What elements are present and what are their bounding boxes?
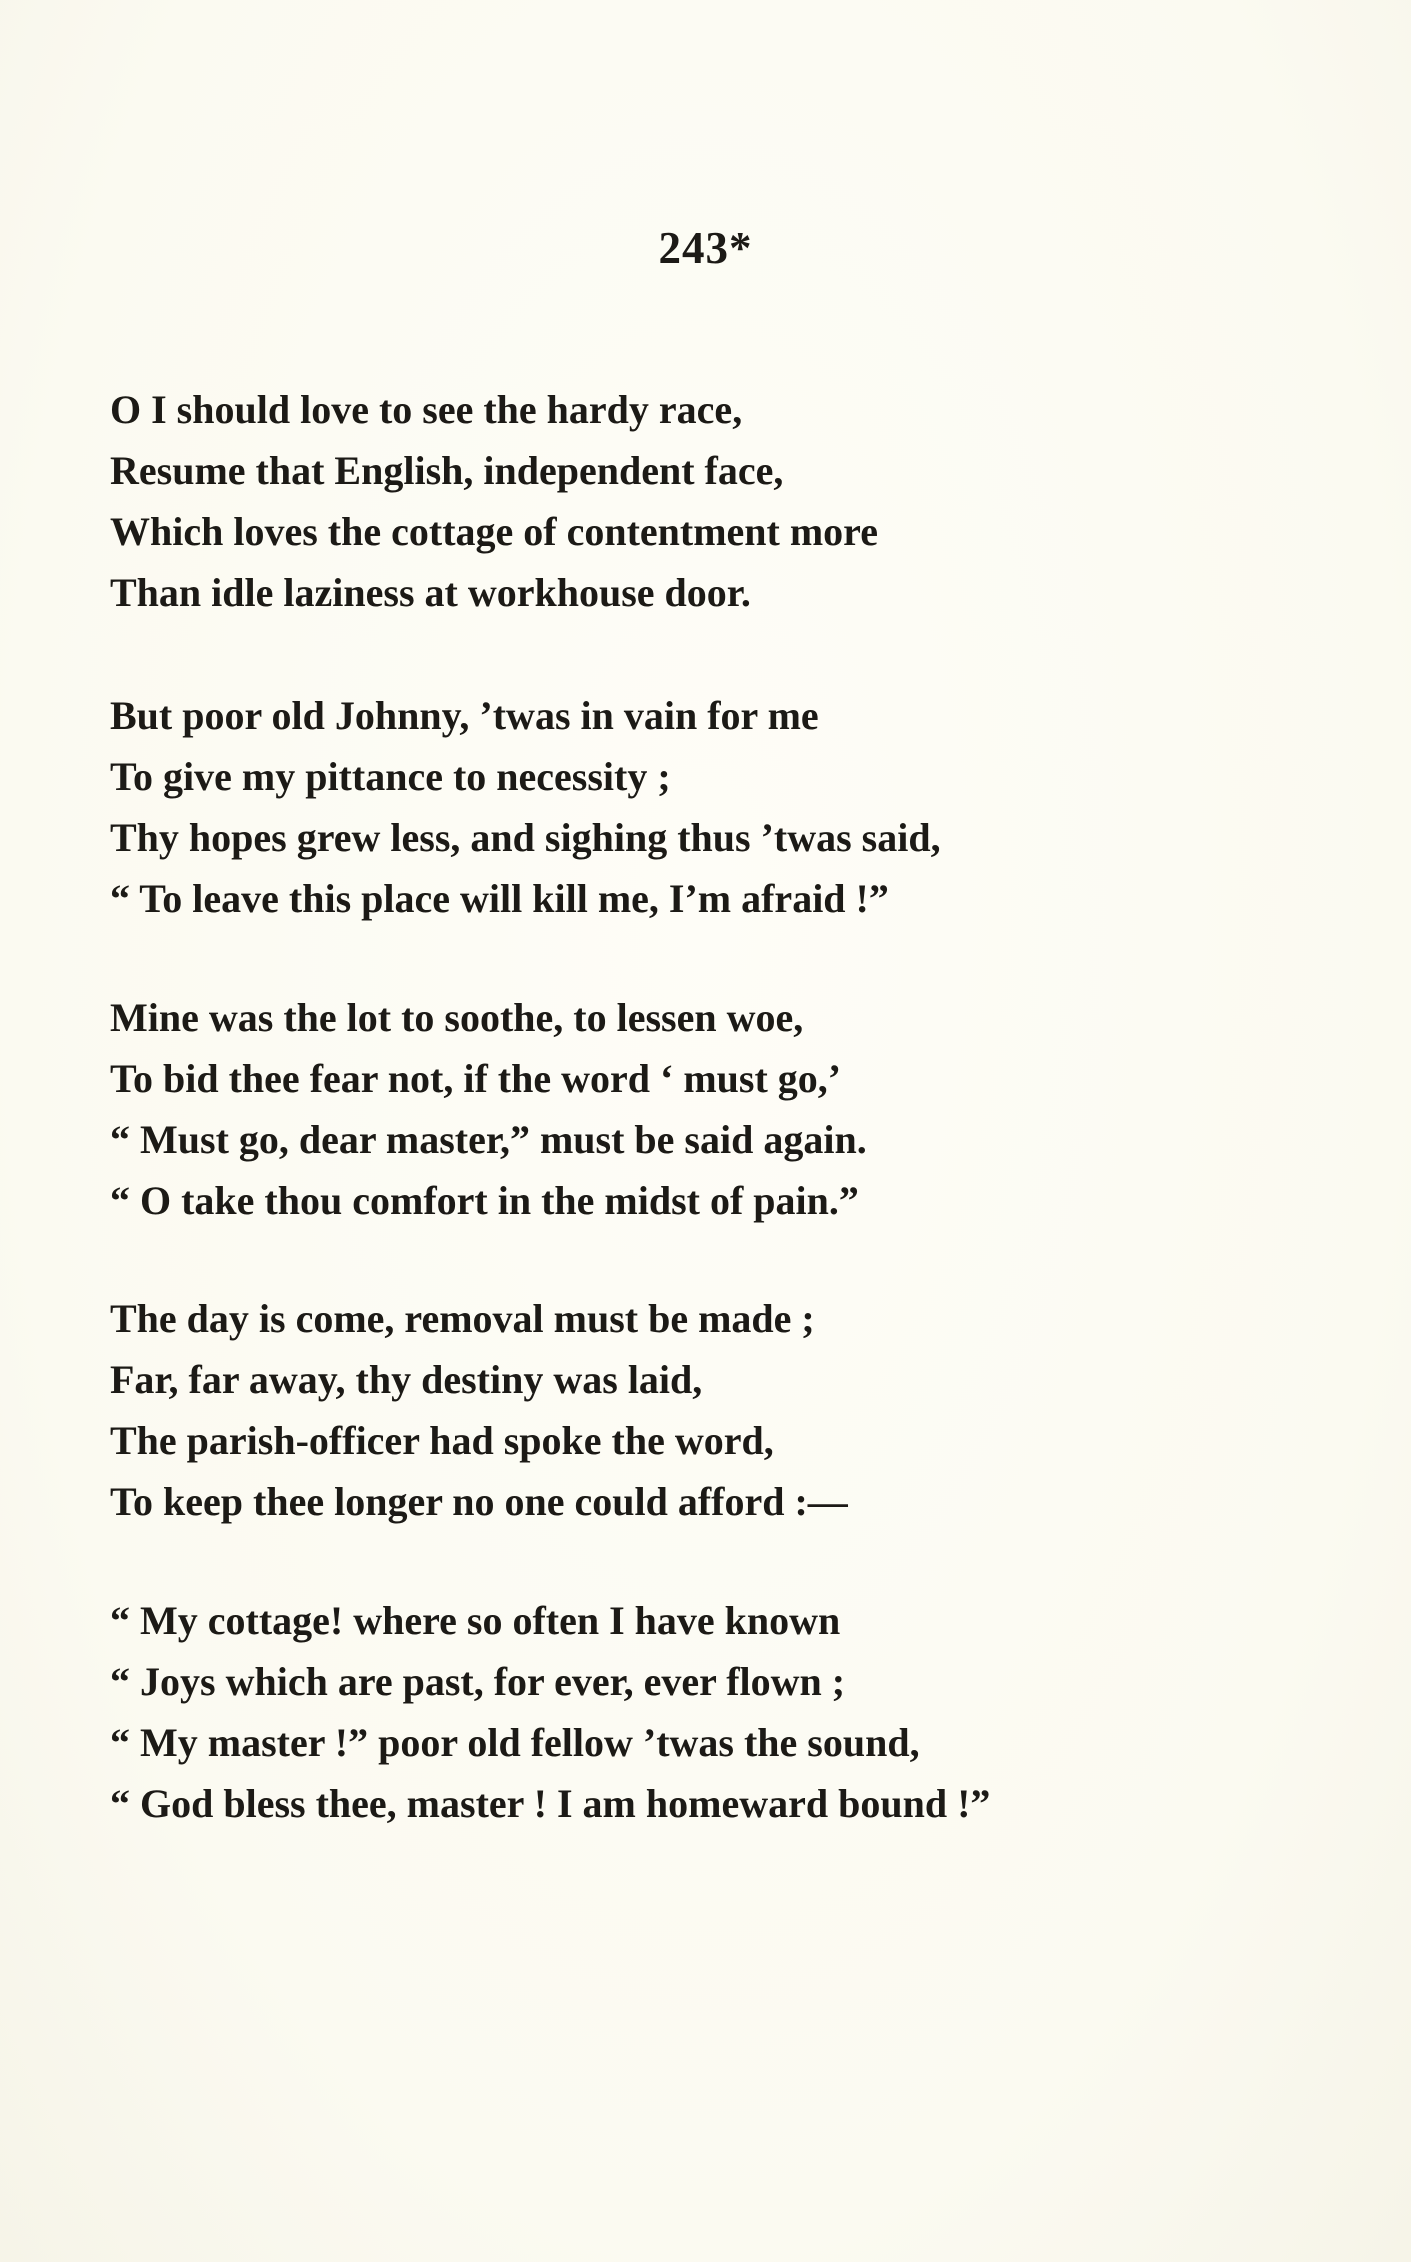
stanza-2 — [110, 685, 1290, 929]
poem-line: But poor old Johnny, ’twas in vain for me — [110, 693, 819, 738]
poem-line: To bid thee fear not, if the word ‘ must go,’ — [110, 1056, 842, 1101]
poem-line: The day is come, removal must be made ; — [110, 1296, 815, 1341]
poem-line: The parish-officer had spoke the word, — [110, 1418, 774, 1463]
poem-line: To keep thee longer no one could afford :— — [110, 1479, 848, 1524]
poem-line: Mine was the lot to soothe, to lessen woe, — [110, 995, 804, 1040]
poem-line: O I should love to see the hardy race, — [110, 387, 743, 432]
poem-line: To give my pittance to necessity ; — [110, 754, 671, 799]
poem-line: Which loves the cottage of contentment more — [110, 509, 878, 554]
poem-line: Resume that English, independent face, — [110, 448, 784, 493]
poem-line: Thy hopes grew less, and sighing thus ’twas said, — [110, 815, 941, 860]
poem-line: “ O take thou comfort in the midst of pain.” — [110, 1178, 859, 1223]
stanza-1 — [110, 379, 1290, 623]
poem-line: “ God bless thee, master ! I am homeward bound !” — [110, 1781, 991, 1826]
poem-line: Than idle laziness at workhouse door. — [110, 570, 751, 615]
stanza-3 — [110, 987, 1290, 1231]
poem-line: “ To leave this place will kill me, I’m afraid !” — [110, 876, 889, 921]
poem-line: “ My master !” poor old fellow ’twas the sound, — [110, 1720, 920, 1765]
stanza-5 — [110, 1590, 1290, 1834]
poem-line: Far, far away, thy destiny was laid, — [110, 1357, 703, 1402]
poem-line: “ My cottage! where so often I have known — [110, 1598, 841, 1643]
poem-line: “ Must go, dear master,” must be said again. — [110, 1117, 867, 1162]
stanza-4 — [110, 1288, 1290, 1532]
page-number: 243* — [658, 223, 753, 273]
poem-line: “ Joys which are past, for ever, ever flown ; — [110, 1659, 846, 1704]
